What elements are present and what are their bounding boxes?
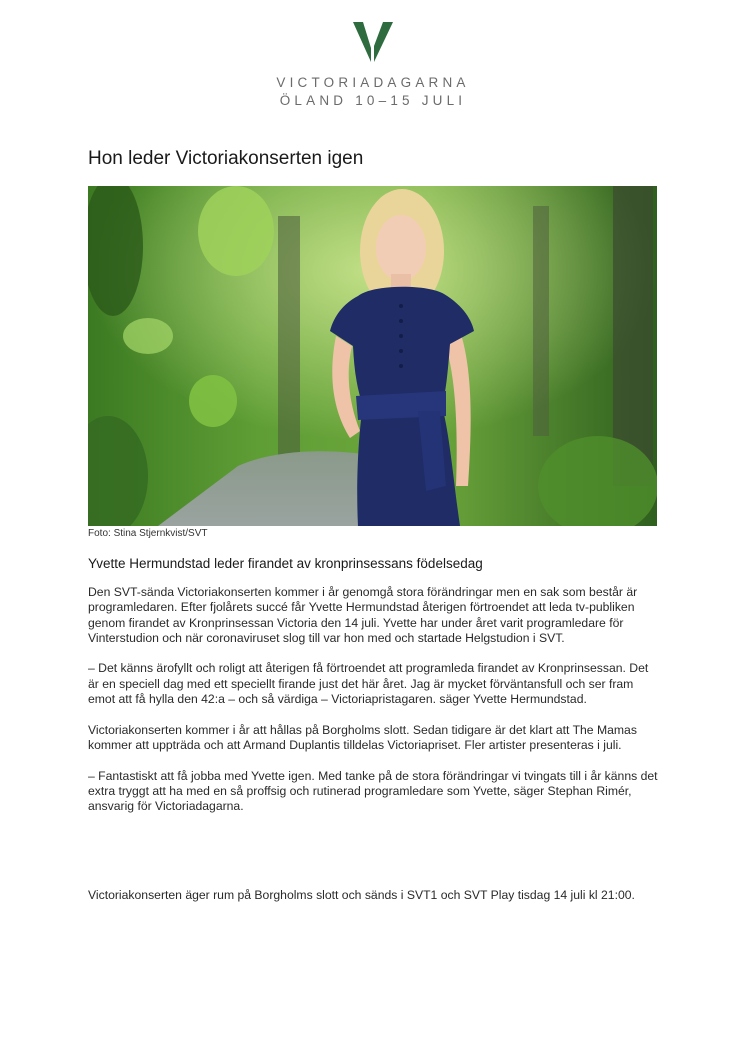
photo-credit: Foto: Stina Stjernkvist/SVT: [88, 528, 208, 539]
paragraph: Den SVT-sända Victoriakonserten kommer i år genomgå stora förändringar men en sak som består är programledaren. Efter fjolårets succé får Yvette Hermundstad återigen förtroendet att leda tv-publiken genom firandet av Kronprinsessan Victoria den 14 juli. Yvette har under året varit programledare för Vinterstudion och när coronaviruset slog till var hon med och startade Helgstudion i SVT.: [88, 585, 638, 645]
article-body: [88, 585, 658, 830]
paragraph: – Det känns ärofyllt och roligt att återigen få förtroendet att programleda firandet av Kronprinsessan. Det är en speciell dag med ett speciellt firande just det här året. Jag är mycket förväntansfull och ser fram emot att få hylla den 42:a – och så värdiga – Victoriapristagaren. säger Yvette Hermundstad.: [88, 661, 649, 707]
portrait-image: [88, 186, 657, 526]
brand-name: VICTORIADAGARNA: [276, 75, 470, 90]
article-photo: [88, 186, 657, 526]
paragraph: Victoriakonserten kommer i år att hållas på Borgholms slott. Sedan tidigare är det klart att The Mamas kommer att uppträda och att Armand Duplantis tilldelas Victoriapriset. Fler artister presenteras i juli.: [88, 722, 637, 752]
brand-tagline: ÖLAND 10–15 JULI: [279, 93, 467, 108]
closing-paragraph: Victoriakonserten äger rum på Borgholms slott och sänds i SVT1 och SVT Play tisdag 14 juli kl 21:00.: [88, 888, 635, 902]
article-title: Hon leder Victoriakonserten igen: [88, 148, 364, 169]
header-logo: [0, 18, 746, 110]
victoria-v-logo-icon: [351, 18, 395, 62]
article-subheading: Yvette Hermundstad leder firandet av kronprinsessans födelsedag: [88, 556, 483, 571]
paragraph: – Fantastiskt att få jobba med Yvette igen. Med tanke på de stora förändringar vi tvingats till i år känns det extra tryggt att ha med en så proffsig och rutinerad programledare som Yvette, säger Stephan Rimér, ansvarig för Victoriadagarna.: [88, 768, 658, 814]
